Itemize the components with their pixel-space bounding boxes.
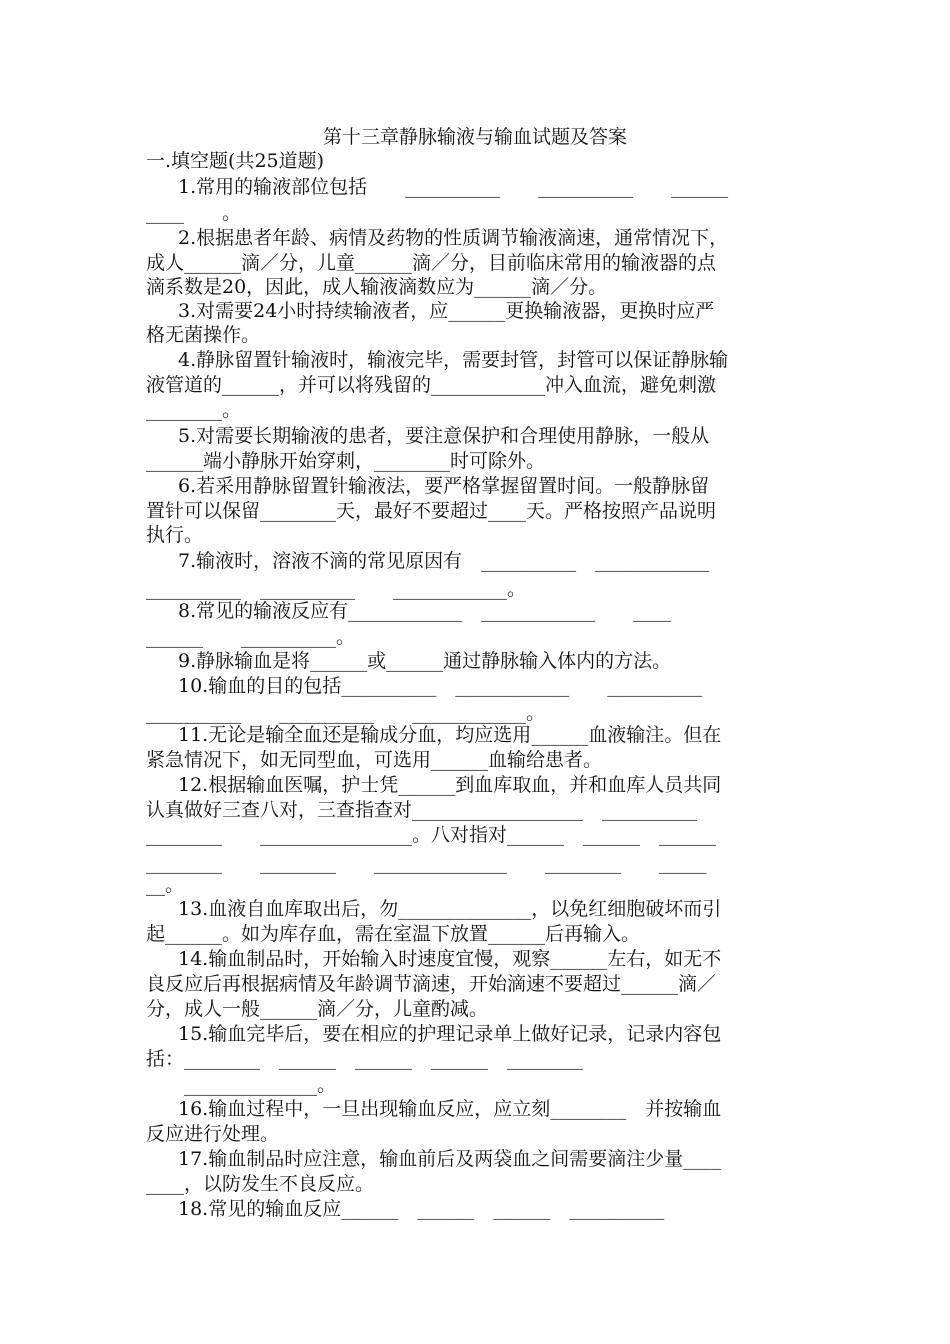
text-line: 执行。 [146, 524, 204, 546]
text-line: 4.静脉留置针输液时，输液完毕，需要封管，封管可以保证静脉输 [178, 349, 729, 371]
text-line: 起______。如为库存血，需在室温下放置______后再输入。 [146, 923, 641, 945]
text-line: 3.对需要24小时持续输液者，应______更换输液器，更换时应严 [178, 300, 715, 322]
text-line: 紧急情况下，如无同型血，可选用______血输给患者。 [146, 749, 603, 771]
text-line: 成人______滴／分，儿童______滴／分，目前临床常用的输液器的点 [146, 252, 717, 274]
text-line: 置针可以保留________天，最好不要超过____天。严格按照产品说明 [146, 500, 717, 522]
document-title: 第十三章静脉输液与输血试题及答案 [322, 126, 627, 148]
section-heading: 一.填空题(共25道题) [146, 150, 325, 172]
text-line: ______ __________。 [146, 626, 356, 648]
text-line: ________ ________________。八对指对______ ______ ______ [146, 824, 717, 846]
text-line: 分，成人一般______滴／分，儿童酌减。 [146, 998, 489, 1020]
text-line: 13.血液自血库取出后，勿______________，以免红细胞破坏而引 [178, 898, 722, 920]
text-line: __。 [146, 874, 185, 896]
text-line: 7.输液时，溶液不滴的常见原因有 __________ ____________ [178, 550, 710, 572]
text-line: 2.根据患者年龄、病情及药物的性质调节输液滴速，通常情况下， [178, 227, 729, 249]
text-line: 滴系数是20，因此，成人输液滴数应为______滴／分。 [146, 276, 608, 298]
text-line: 15.输血完毕后，要在相应的护理记录单上做好记录，记录内容包 [178, 1023, 722, 1045]
text-line: ____，以防发生不良反应。 [146, 1173, 375, 1195]
text-line: 反应进行处理。 [146, 1123, 280, 1145]
text-line: ______端小静脉开始穿刺，________时可除外。 [146, 450, 546, 472]
text-line: 认真做好三查八对，三查指查对__________________ __________ [146, 799, 698, 821]
text-line: 12.根据输血医嘱，护士凭______到血库取血，并和血库人员共同 [178, 774, 722, 796]
text-line: 1.常用的输液部位包括 __________ __________ ______ [178, 176, 729, 198]
text-line: 18.常见的输血反应______ ______ ______ __________ [178, 1198, 665, 1220]
text-line: 11.无论是输全血还是输成分血，均应选用______血液输注。但在 [178, 724, 722, 746]
text-line: 9.静脉输血是将______或______通过静脉输入体内的方法。 [178, 650, 672, 672]
text-line: __________ __________ ____________。 [146, 702, 546, 724]
text-line: 6.若采用静脉留置针输液法，要严格掌握留置时间。一般静脉留 [178, 475, 710, 497]
text-line: ________。 [146, 399, 242, 421]
text-line: 14.输血制品时，开始输入时速度宜慢，观察______左右，如无不 [178, 948, 722, 970]
text-line: 10.输血的目的包括__________ ____________ __________ [178, 675, 703, 697]
text-line: 16.输血过程中，一旦出现输血反应，应立刻________ 并按输血 [178, 1098, 722, 1120]
text-line: ____ 。 [146, 202, 242, 224]
text-line: 液管道的______，并可以将残留的____________冲入血流，避免刺激 [146, 374, 717, 396]
text-line: 8.常见的输液反应有____________ ____________ ____ [178, 600, 672, 622]
text-line: 17.输血制品时应注意，输血前后及两袋血之间需要滴注少量____ [178, 1148, 722, 1170]
text-line: 括：________ ______ ______ ______ ________ [146, 1048, 584, 1070]
text-line: 格无菌操作。 [146, 324, 261, 346]
text-line: ________ ________ ______________ ________ _____ [146, 852, 707, 874]
text-line: __________ __________ ____________。 [146, 578, 527, 600]
text-line: 良反应后再根据病情及年龄调节滴速，开始滴速不要超过______滴／ [146, 973, 717, 995]
text-line: ______________。 [146, 1074, 337, 1096]
text-line: 5.对需要长期输液的患者，要注意保护和合理使用静脉，一般从 [178, 425, 710, 447]
